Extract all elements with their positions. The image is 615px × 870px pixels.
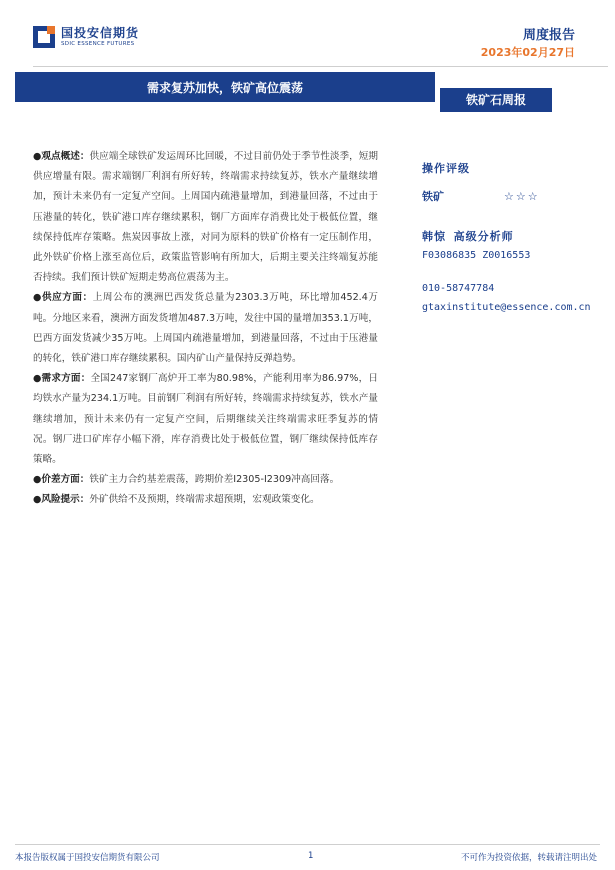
contact-phone: 010-58747784 [422,283,495,294]
report-date: 2023年02月27日 [480,46,575,59]
logo-name-cn: 国投安信期货 [61,25,140,40]
report-title: 需求复苏加快，铁矿高位震荡 [146,81,303,95]
logo-mark-icon [33,26,55,48]
paragraph-overview [33,147,378,288]
rating-row [422,188,612,204]
logo-name-en: SDIC ESSENCE FUTURES [61,40,135,47]
footer-copyright: 本报告版权属于国投安信期货有限公司 [15,853,160,863]
paragraph-text: 铁矿主力合约基差震荡，跨期价差I2305-I2309冲高回落。 [89,474,340,486]
paragraph-spread [33,470,378,490]
analyst-certificate: F03086835 Z0016553 [422,250,531,261]
paragraph-label: ●观点概述： [33,151,90,162]
title-banner [15,72,435,102]
paragraph-text: 外矿供给不及预期，终端需求超预期，宏观政策变化。 [89,494,320,506]
page-header [0,0,615,70]
paragraph-risk [33,490,378,510]
rating-label: 铁矿 [422,190,444,203]
company-logo [33,26,139,48]
analyst-name: 韩惊 高级分析师 [422,230,514,243]
rating-heading: 操作评级 [422,162,470,175]
paragraph-label: ●供应方面： [33,292,93,304]
report-body [33,147,378,511]
paragraph-text: 供应端全球铁矿发运周环比回暖，不过目前仍处于季节性淡季，短期供应增量有限。需求端钢厂利润有所好转，终端需求持续复苏，铁水产量继续增加，预计未来仍有一定复产空间。上周国内疏港量增加，到港量回落，不过由于压港量的转化，铁矿港口库存继续累积，钢厂方面库存消费比处于极低位置，继续保持低库存策略。焦炭因事故上涨，对同为原料的铁矿价格有一定压制作用，此外铁矿价格上涨至高位后，政策监管影响有所加大，后期主要关注终端复苏能否持续。我们预计铁矿短期走势高位震荡为主。 [33,151,378,284]
footer-divider [15,844,600,845]
paragraph-supply [33,288,378,369]
header-divider [33,66,608,67]
page-number: 1 [308,851,314,861]
paragraph-text: 全国247家钢厂高炉开工率为80.98%，产能利用率为86.97%，日均铁水产量为234.1万吨。目前钢厂利润有所好转，终端需求持续复苏，铁水产量继续增加，预计未来仍有一定复产空间，后期继续关注终端需求旺季复苏的情况。钢厂进口矿库存小幅下滑，库存消费比处于极低位置，钢厂继续保持低库存策略。 [33,373,378,466]
paragraph-demand [33,369,378,470]
paragraph-label: ●风险提示： [33,494,90,506]
rating-stars-icon: ☆☆☆ [504,189,540,203]
report-category-tab: 铁矿石周报 [440,88,552,112]
contact-email[interactable]: gtaxinstitute@essence.com.cn [422,302,591,313]
paragraph-label: ●需求方面： [33,373,91,385]
report-type: 周度报告 [522,28,575,43]
sidebar [422,160,612,313]
paragraph-label: ●价差方面： [33,474,90,486]
footer-disclaimer: 不可作为投资依据，转载请注明出处 [460,853,597,863]
paragraph-text: 上周公布的澳洲巴西发货总量为2303.3万吨，环比增加452.4万吨。分地区来看，澳洲方面发货增加487.3万吨，发往中国的量增加353.1万吨，巴西方面发货减少35万吨。上周国内疏港量增加，到港量回落，不过由于压港量的转化，铁矿港口库存继续累积。国内矿山产量保持反弹趋势。 [33,292,378,365]
